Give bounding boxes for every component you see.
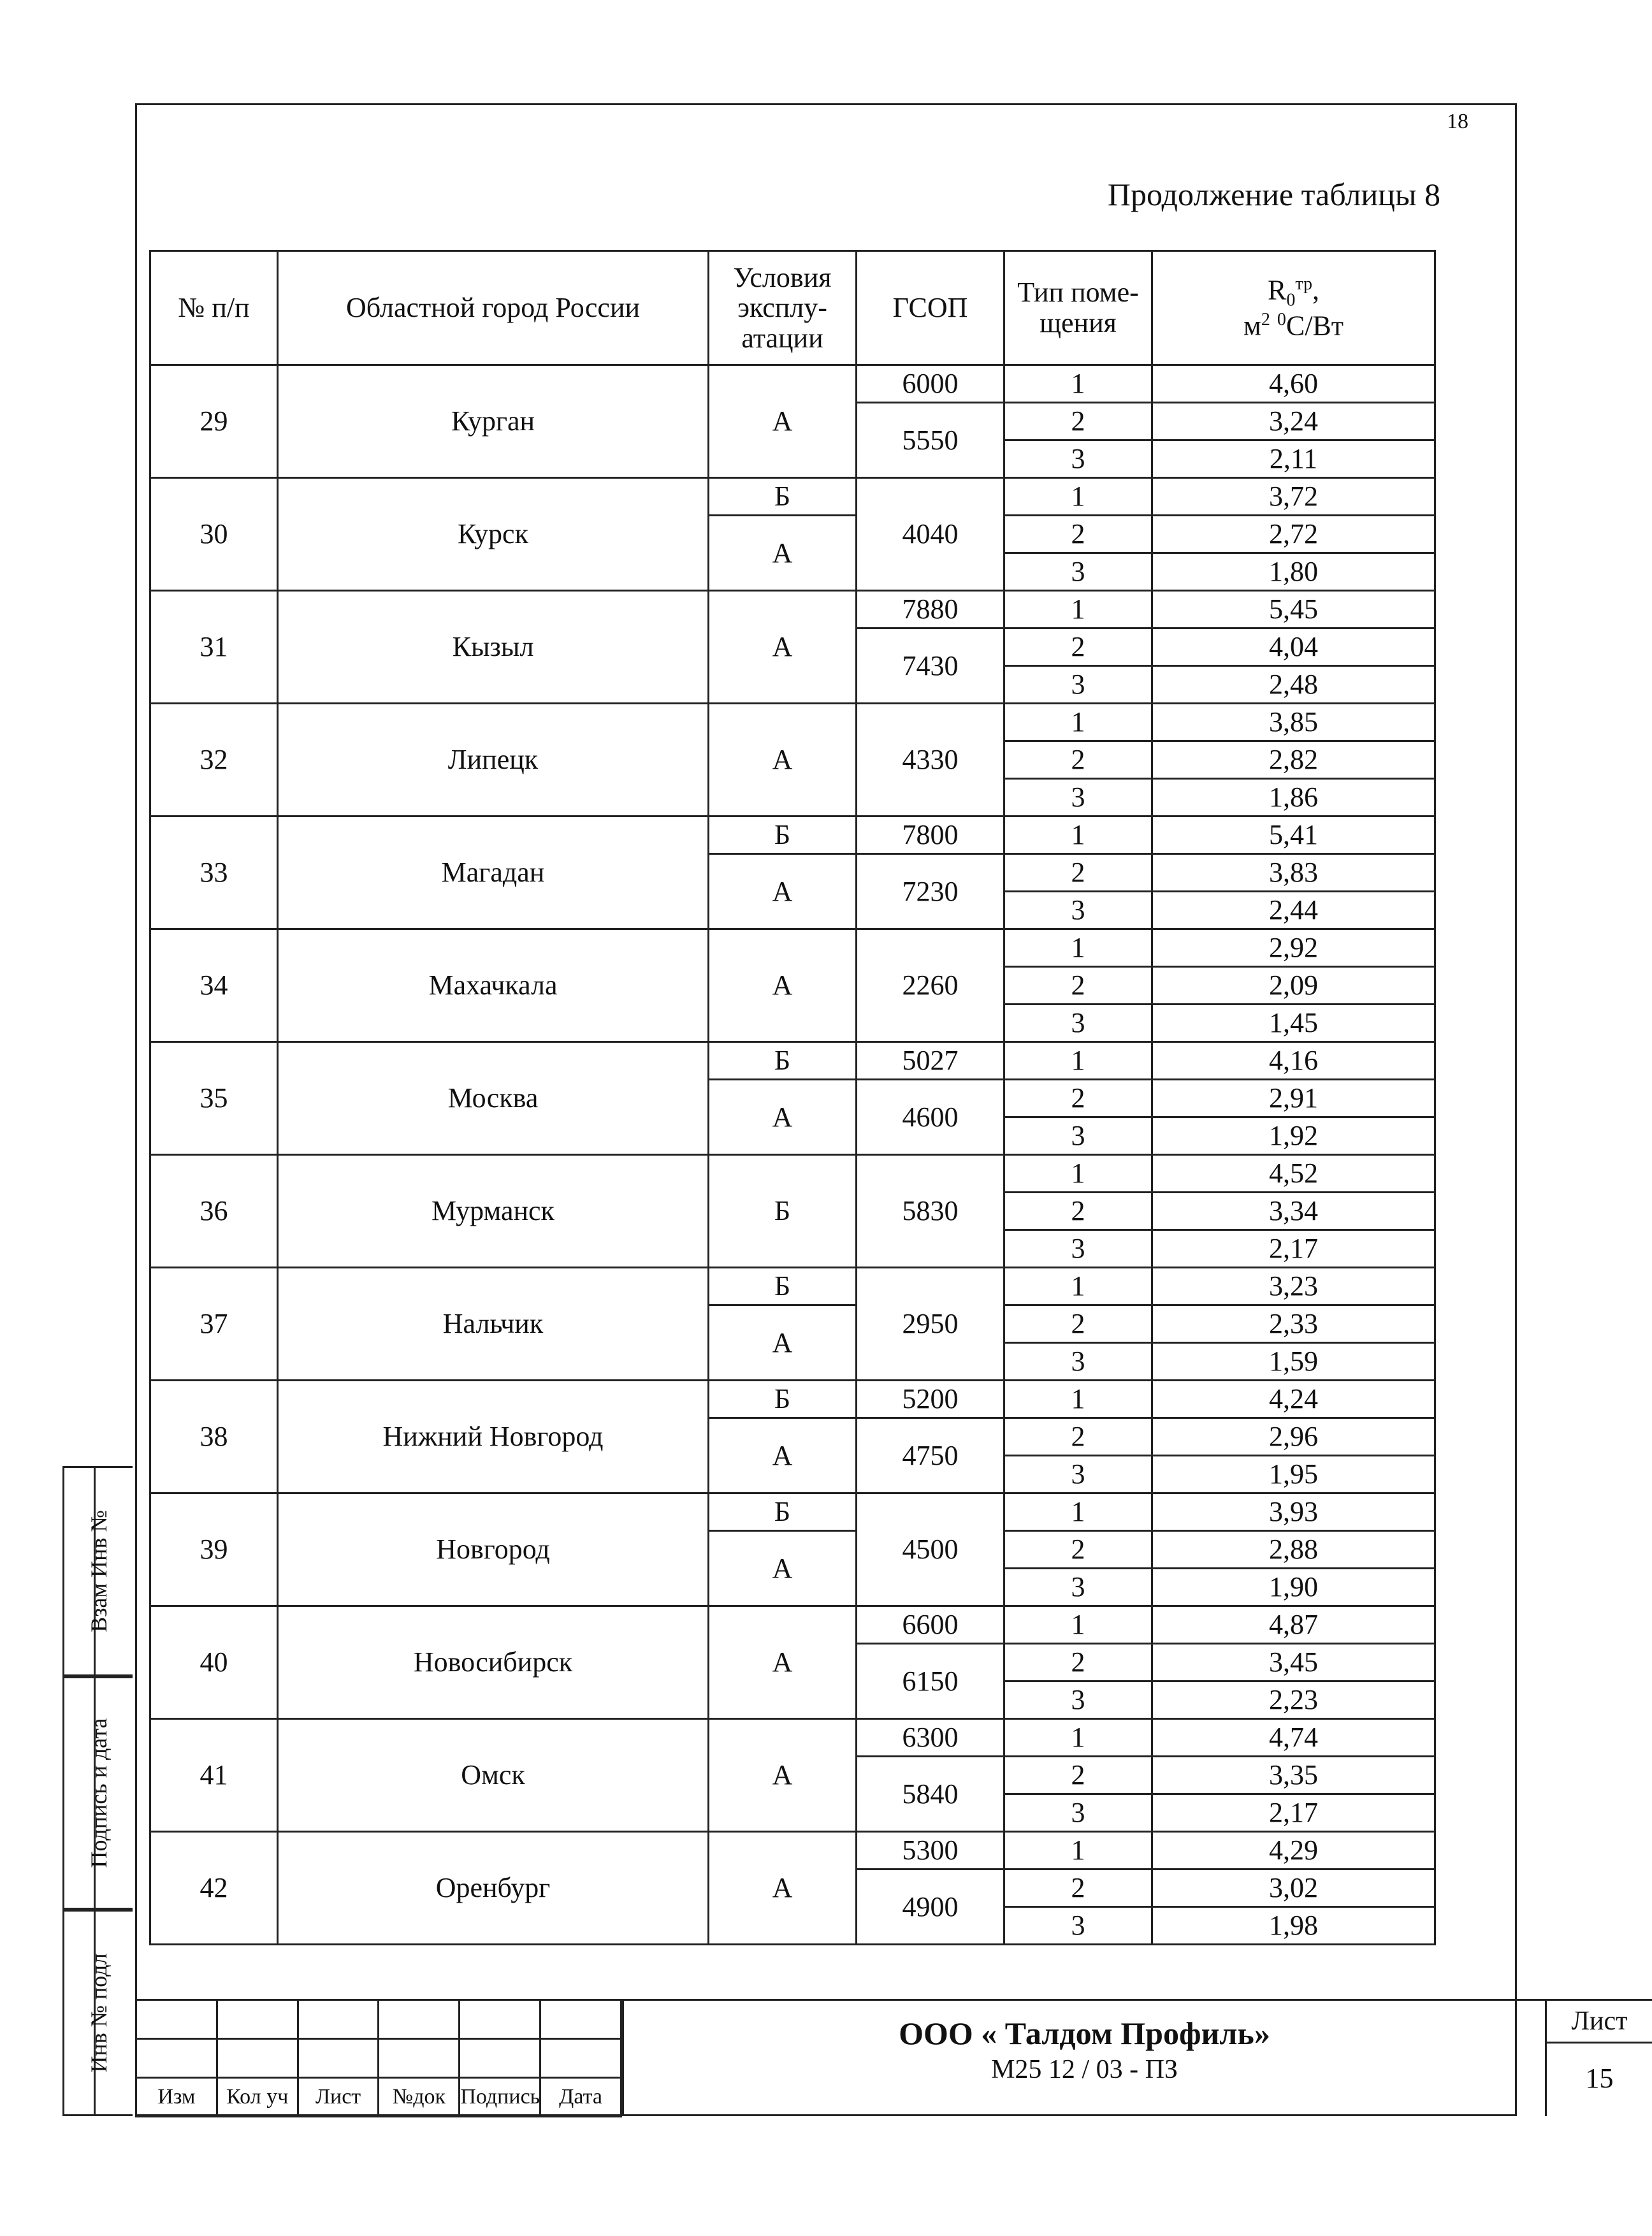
resistance-value: 1,98 [1152,1907,1435,1945]
organization-name: ООО « Талдом Профиль» [899,2015,1270,2051]
room-type: 3 [1004,1907,1152,1945]
header-conditions: Условия эксплу-атации [709,251,857,365]
table-row [150,929,1435,967]
room-type: 2 [1004,1080,1152,1117]
resistance-value: 4,60 [1152,365,1435,403]
thermal-resistance-table [149,250,1436,1945]
room-type: 2 [1004,741,1152,779]
table-row [150,1606,1435,1644]
resistance-value: 4,87 [1152,1606,1435,1644]
room-type: 3 [1004,1005,1152,1042]
resistance-value: 5,45 [1152,591,1435,628]
resistance-value: 1,80 [1152,553,1435,591]
table-row [150,591,1435,628]
room-type: 2 [1004,628,1152,666]
tb-label-kol: Кол уч [217,2078,298,2117]
resistance-value: 1,95 [1152,1456,1435,1493]
gsop-value: 2950 [857,1268,1004,1381]
row-number: 29 [150,365,278,478]
room-type: 3 [1004,892,1152,929]
sheet-label: Лист [1547,2001,1652,2044]
resistance-value: 1,86 [1152,779,1435,817]
room-type: 1 [1004,817,1152,854]
resistance-value: 2,88 [1152,1531,1435,1569]
resistance-value: 4,29 [1152,1832,1435,1869]
operating-conditions: А [709,854,857,929]
side-stamp-signature [62,1676,133,1910]
operating-conditions: Б [709,817,857,854]
city-name: Оренбург [278,1832,709,1945]
room-type: 1 [1004,1381,1152,1418]
resistance-value: 4,04 [1152,628,1435,666]
room-type: 1 [1004,1606,1152,1644]
gsop-value: 6300 [857,1719,1004,1757]
room-type: 1 [1004,591,1152,628]
room-type: 1 [1004,1268,1152,1305]
operating-conditions: А [709,1531,857,1606]
resistance-value: 3,24 [1152,403,1435,440]
resistance-value: 4,16 [1152,1042,1435,1080]
resistance-value: 3,02 [1152,1869,1435,1907]
room-type: 3 [1004,1230,1152,1268]
resistance-value: 3,83 [1152,854,1435,892]
resistance-value: 3,72 [1152,478,1435,516]
room-type: 3 [1004,440,1152,478]
gsop-value: 4600 [857,1080,1004,1155]
gsop-value: 4750 [857,1418,1004,1493]
resistance-value: 3,45 [1152,1644,1435,1681]
room-type: 2 [1004,1757,1152,1794]
resistance-value: 4,74 [1152,1719,1435,1757]
room-type: 3 [1004,666,1152,704]
operating-conditions: А [709,1719,857,1832]
operating-conditions: А [709,1418,857,1493]
room-type: 1 [1004,365,1152,403]
resistance-value: 2,09 [1152,967,1435,1005]
side-label-inv: Инв № подл [85,1953,112,2073]
city-name: Мурманск [278,1155,709,1268]
gsop-value: 7430 [857,628,1004,704]
room-type: 1 [1004,1042,1152,1080]
table-header-row [150,251,1435,365]
row-number: 35 [150,1042,278,1155]
resistance-value: 3,35 [1152,1757,1435,1794]
table-row [150,704,1435,741]
city-name: Липецк [278,704,709,817]
row-number: 36 [150,1155,278,1268]
table-row [150,1832,1435,1869]
room-type: 2 [1004,1644,1152,1681]
resistance-value: 4,24 [1152,1381,1435,1418]
room-type: 1 [1004,1155,1152,1193]
row-number: 32 [150,704,278,817]
room-type: 1 [1004,1719,1152,1757]
header-city: Областной город России [278,251,709,365]
operating-conditions: Б [709,1042,857,1080]
resistance-value: 2,96 [1152,1418,1435,1456]
tb-label-podpis: Подпись [460,2078,540,2117]
table-row [150,1493,1435,1531]
operating-conditions: А [709,1832,857,1945]
table-row [150,1381,1435,1418]
operating-conditions: А [709,516,857,591]
city-name: Нижний Новгород [278,1381,709,1493]
room-type: 1 [1004,1832,1152,1869]
city-name: Курган [278,365,709,478]
document-code: М25 12 / 03 - ПЗ [991,2055,1178,2084]
header-gsop: ГСОП [857,251,1004,365]
city-name: Магадан [278,817,709,929]
row-number: 31 [150,591,278,704]
operating-conditions: А [709,365,857,478]
room-type: 3 [1004,1569,1152,1606]
room-type: 2 [1004,854,1152,892]
row-number: 39 [150,1493,278,1606]
tb-label-list: Лист [298,2078,379,2117]
title-block [135,1999,1628,2116]
gsop-value: 4500 [857,1493,1004,1606]
room-type: 2 [1004,403,1152,440]
gsop-value: 6000 [857,365,1004,403]
room-type: 3 [1004,779,1152,817]
resistance-value: 1,45 [1152,1005,1435,1042]
side-label-vzam: Взам Инв № [85,1510,112,1632]
header-room-type: Тип поме-щения [1004,251,1152,365]
gsop-value: 2260 [857,929,1004,1042]
row-number: 40 [150,1606,278,1719]
resistance-value: 2,44 [1152,892,1435,929]
tb-label-izm: Изм [136,2078,217,2117]
header-num: № п/п [150,251,278,365]
row-number: 37 [150,1268,278,1381]
resistance-value: 3,85 [1152,704,1435,741]
header-resistance: $R_0^{тр}$, $м^2$ $^0$С/Вт [1152,251,1435,365]
resistance-value: 5,41 [1152,817,1435,854]
resistance-value: 1,90 [1152,1569,1435,1606]
row-number: 34 [150,929,278,1042]
gsop-value: 6600 [857,1606,1004,1644]
resistance-value: 2,23 [1152,1681,1435,1719]
city-name: Омск [278,1719,709,1832]
operating-conditions: А [709,1305,857,1381]
operating-conditions: Б [709,478,857,516]
sheet-number: 15 [1585,2063,1614,2094]
row-number: 41 [150,1719,278,1832]
title-block-grid [135,1999,622,2117]
title-block-center [622,1999,1545,2116]
city-name: Новосибирск [278,1606,709,1719]
room-type: 2 [1004,1531,1152,1569]
room-type: 1 [1004,1493,1152,1531]
gsop-value: 5200 [857,1381,1004,1418]
row-number: 30 [150,478,278,591]
resistance-value: 3,23 [1152,1268,1435,1305]
side-stamp-vzam [62,1466,133,1676]
resistance-value: 2,91 [1152,1080,1435,1117]
top-page-number: 18 [1447,110,1468,133]
operating-conditions: А [709,1080,857,1155]
city-name: Москва [278,1042,709,1155]
side-stamp-inv [62,1910,133,2116]
city-name: Курск [278,478,709,591]
room-type: 3 [1004,1343,1152,1381]
table-row [150,1155,1435,1193]
room-type: 1 [1004,929,1152,967]
room-type: 3 [1004,1456,1152,1493]
resistance-value: 2,11 [1152,440,1435,478]
operating-conditions: Б [709,1493,857,1531]
table-row [150,478,1435,516]
resistance-value: 2,17 [1152,1230,1435,1268]
room-type: 2 [1004,1869,1152,1907]
gsop-value: 4330 [857,704,1004,817]
operating-conditions: Б [709,1268,857,1305]
room-type: 2 [1004,1305,1152,1343]
resistance-value: 3,34 [1152,1193,1435,1230]
city-name: Новгород [278,1493,709,1606]
row-number: 38 [150,1381,278,1493]
operating-conditions: А [709,929,857,1042]
city-name: Кызыл [278,591,709,704]
sheet-box [1545,1999,1652,2116]
room-type: 3 [1004,1117,1152,1155]
row-number: 33 [150,817,278,929]
gsop-value: 4900 [857,1869,1004,1945]
room-type: 1 [1004,704,1152,741]
resistance-value: 3,93 [1152,1493,1435,1531]
operating-conditions: А [709,1606,857,1719]
gsop-value: 5840 [857,1757,1004,1832]
resistance-value: 2,82 [1152,741,1435,779]
room-type: 2 [1004,1193,1152,1230]
row-number: 42 [150,1832,278,1945]
room-type: 1 [1004,478,1152,516]
room-type: 2 [1004,967,1152,1005]
resistance-value: 2,72 [1152,516,1435,553]
resistance-value: 4,52 [1152,1155,1435,1193]
side-label-signature: Подпись и дата [85,1718,112,1868]
table-row [150,817,1435,854]
city-name: Нальчик [278,1268,709,1381]
gsop-value: 5830 [857,1155,1004,1268]
table-caption: Продолжение таблицы 8 [1107,177,1440,212]
resistance-value: 1,92 [1152,1117,1435,1155]
gsop-value: 5027 [857,1042,1004,1080]
tb-label-ndok: №док [379,2078,460,2117]
room-type: 3 [1004,1681,1152,1719]
resistance-value: 1,59 [1152,1343,1435,1381]
operating-conditions: А [709,591,857,704]
gsop-value: 7880 [857,591,1004,628]
table-row [150,1268,1435,1305]
resistance-value: 2,48 [1152,666,1435,704]
table-row [150,1042,1435,1080]
operating-conditions: Б [709,1381,857,1418]
gsop-value: 4040 [857,478,1004,591]
room-type: 3 [1004,1794,1152,1832]
tb-label-data: Дата [540,2078,621,2117]
gsop-value: 5300 [857,1832,1004,1869]
room-type: 2 [1004,1418,1152,1456]
operating-conditions: Б [709,1155,857,1268]
resistance-value: 2,92 [1152,929,1435,967]
gsop-value: 6150 [857,1644,1004,1719]
table-row [150,365,1435,403]
gsop-value: 5550 [857,403,1004,478]
room-type: 3 [1004,553,1152,591]
operating-conditions: А [709,704,857,817]
resistance-value: 2,33 [1152,1305,1435,1343]
gsop-value: 7230 [857,854,1004,929]
resistance-value: 2,17 [1152,1794,1435,1832]
gsop-value: 7800 [857,817,1004,854]
room-type: 2 [1004,516,1152,553]
table-row [150,1719,1435,1757]
city-name: Махачкала [278,929,709,1042]
